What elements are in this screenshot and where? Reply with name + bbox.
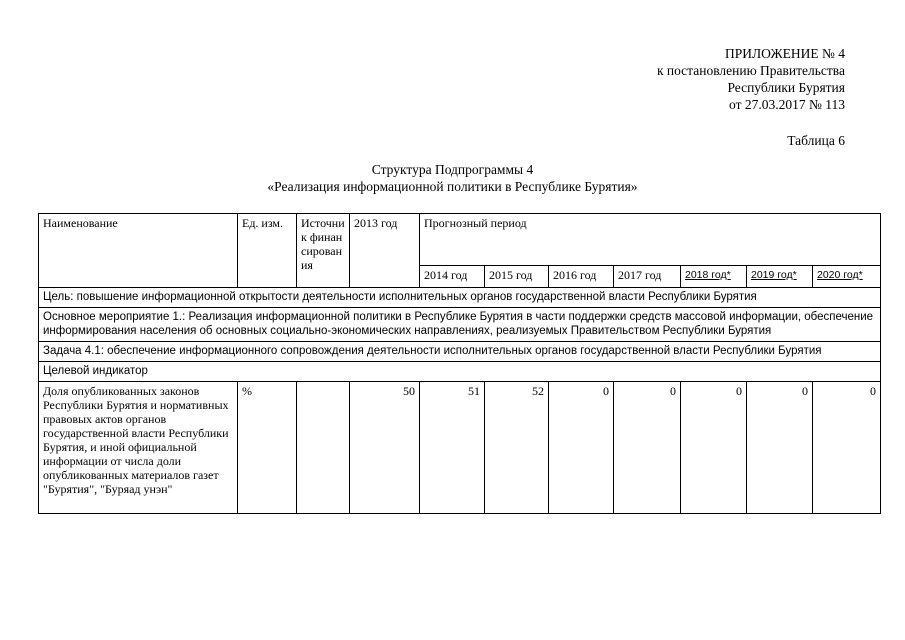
header-name: Наименование [39,214,238,288]
header-base-year: 2013 год [350,214,420,288]
structure-table [38,213,881,514]
header-year: 2019 год* [747,266,813,288]
table-number: Таблица 6 [787,133,845,148]
task-row: Задача 4.1: обеспечение информационного сопровождения деятельности исполнительных органов государственной власти Республики Бурятия [39,342,881,362]
value-2018: 0 [681,382,747,514]
header-source: Источник финансирования [297,214,350,288]
value-2014: 51 [420,382,485,514]
header-unit: Ед. изм. [238,214,297,288]
indicator-source [297,382,350,514]
appendix-line: от 27.03.2017 № 113 [729,97,845,112]
indicator-unit: % [238,382,297,514]
main-event-row: Основное мероприятие 1.: Реализация информационной политики в Республике Бурятия в части поддержки средств массовой информации, обеспечение информирования населения об основных социально-экономических направлениях, реализуемых Правительством Республики Бурятия [39,308,881,342]
indicator-name: Доля опубликованных законов Республики Бурятия и нормативных правовых актов органов государственной власти Республики Бурятия, и иной официальной информации от числа доли опубликованных материалов газет "Бурятия", "Буряад унэн" [39,382,238,514]
goal-row: Цель: повышение информационной открытости деятельности исполнительных органов государственной власти Республики Бурятия [39,288,881,308]
header-year: 2014 год [420,266,485,288]
appendix-header [657,45,845,113]
appendix-line: ПРИЛОЖЕНИЕ № 4 [724,46,845,61]
header-year: 2015 год [485,266,549,288]
header-year: 2016 год [549,266,614,288]
header-forecast: Прогнозный период [420,214,881,266]
table-row [39,382,881,514]
value-2015: 52 [485,382,549,514]
value-2016: 0 [549,382,614,514]
appendix-line: Республики Бурятия [727,80,845,95]
header-year: 2020 год* [813,266,881,288]
value-2019: 0 [747,382,813,514]
value-2017: 0 [614,382,681,514]
header-year: 2017 год [614,266,681,288]
value-2020: 0 [813,382,881,514]
appendix-line: к постановлению Правительства [656,63,845,78]
title-line: Структура Подпрограммы 4 [371,162,534,177]
header-year: 2018 год* [681,266,747,288]
value-2013: 50 [350,382,420,514]
indicator-label-row: Целевой индикатор [39,362,881,382]
title-line: «Реализация информационной политики в Республике Бурятия» [267,179,638,194]
document-title [0,161,905,195]
